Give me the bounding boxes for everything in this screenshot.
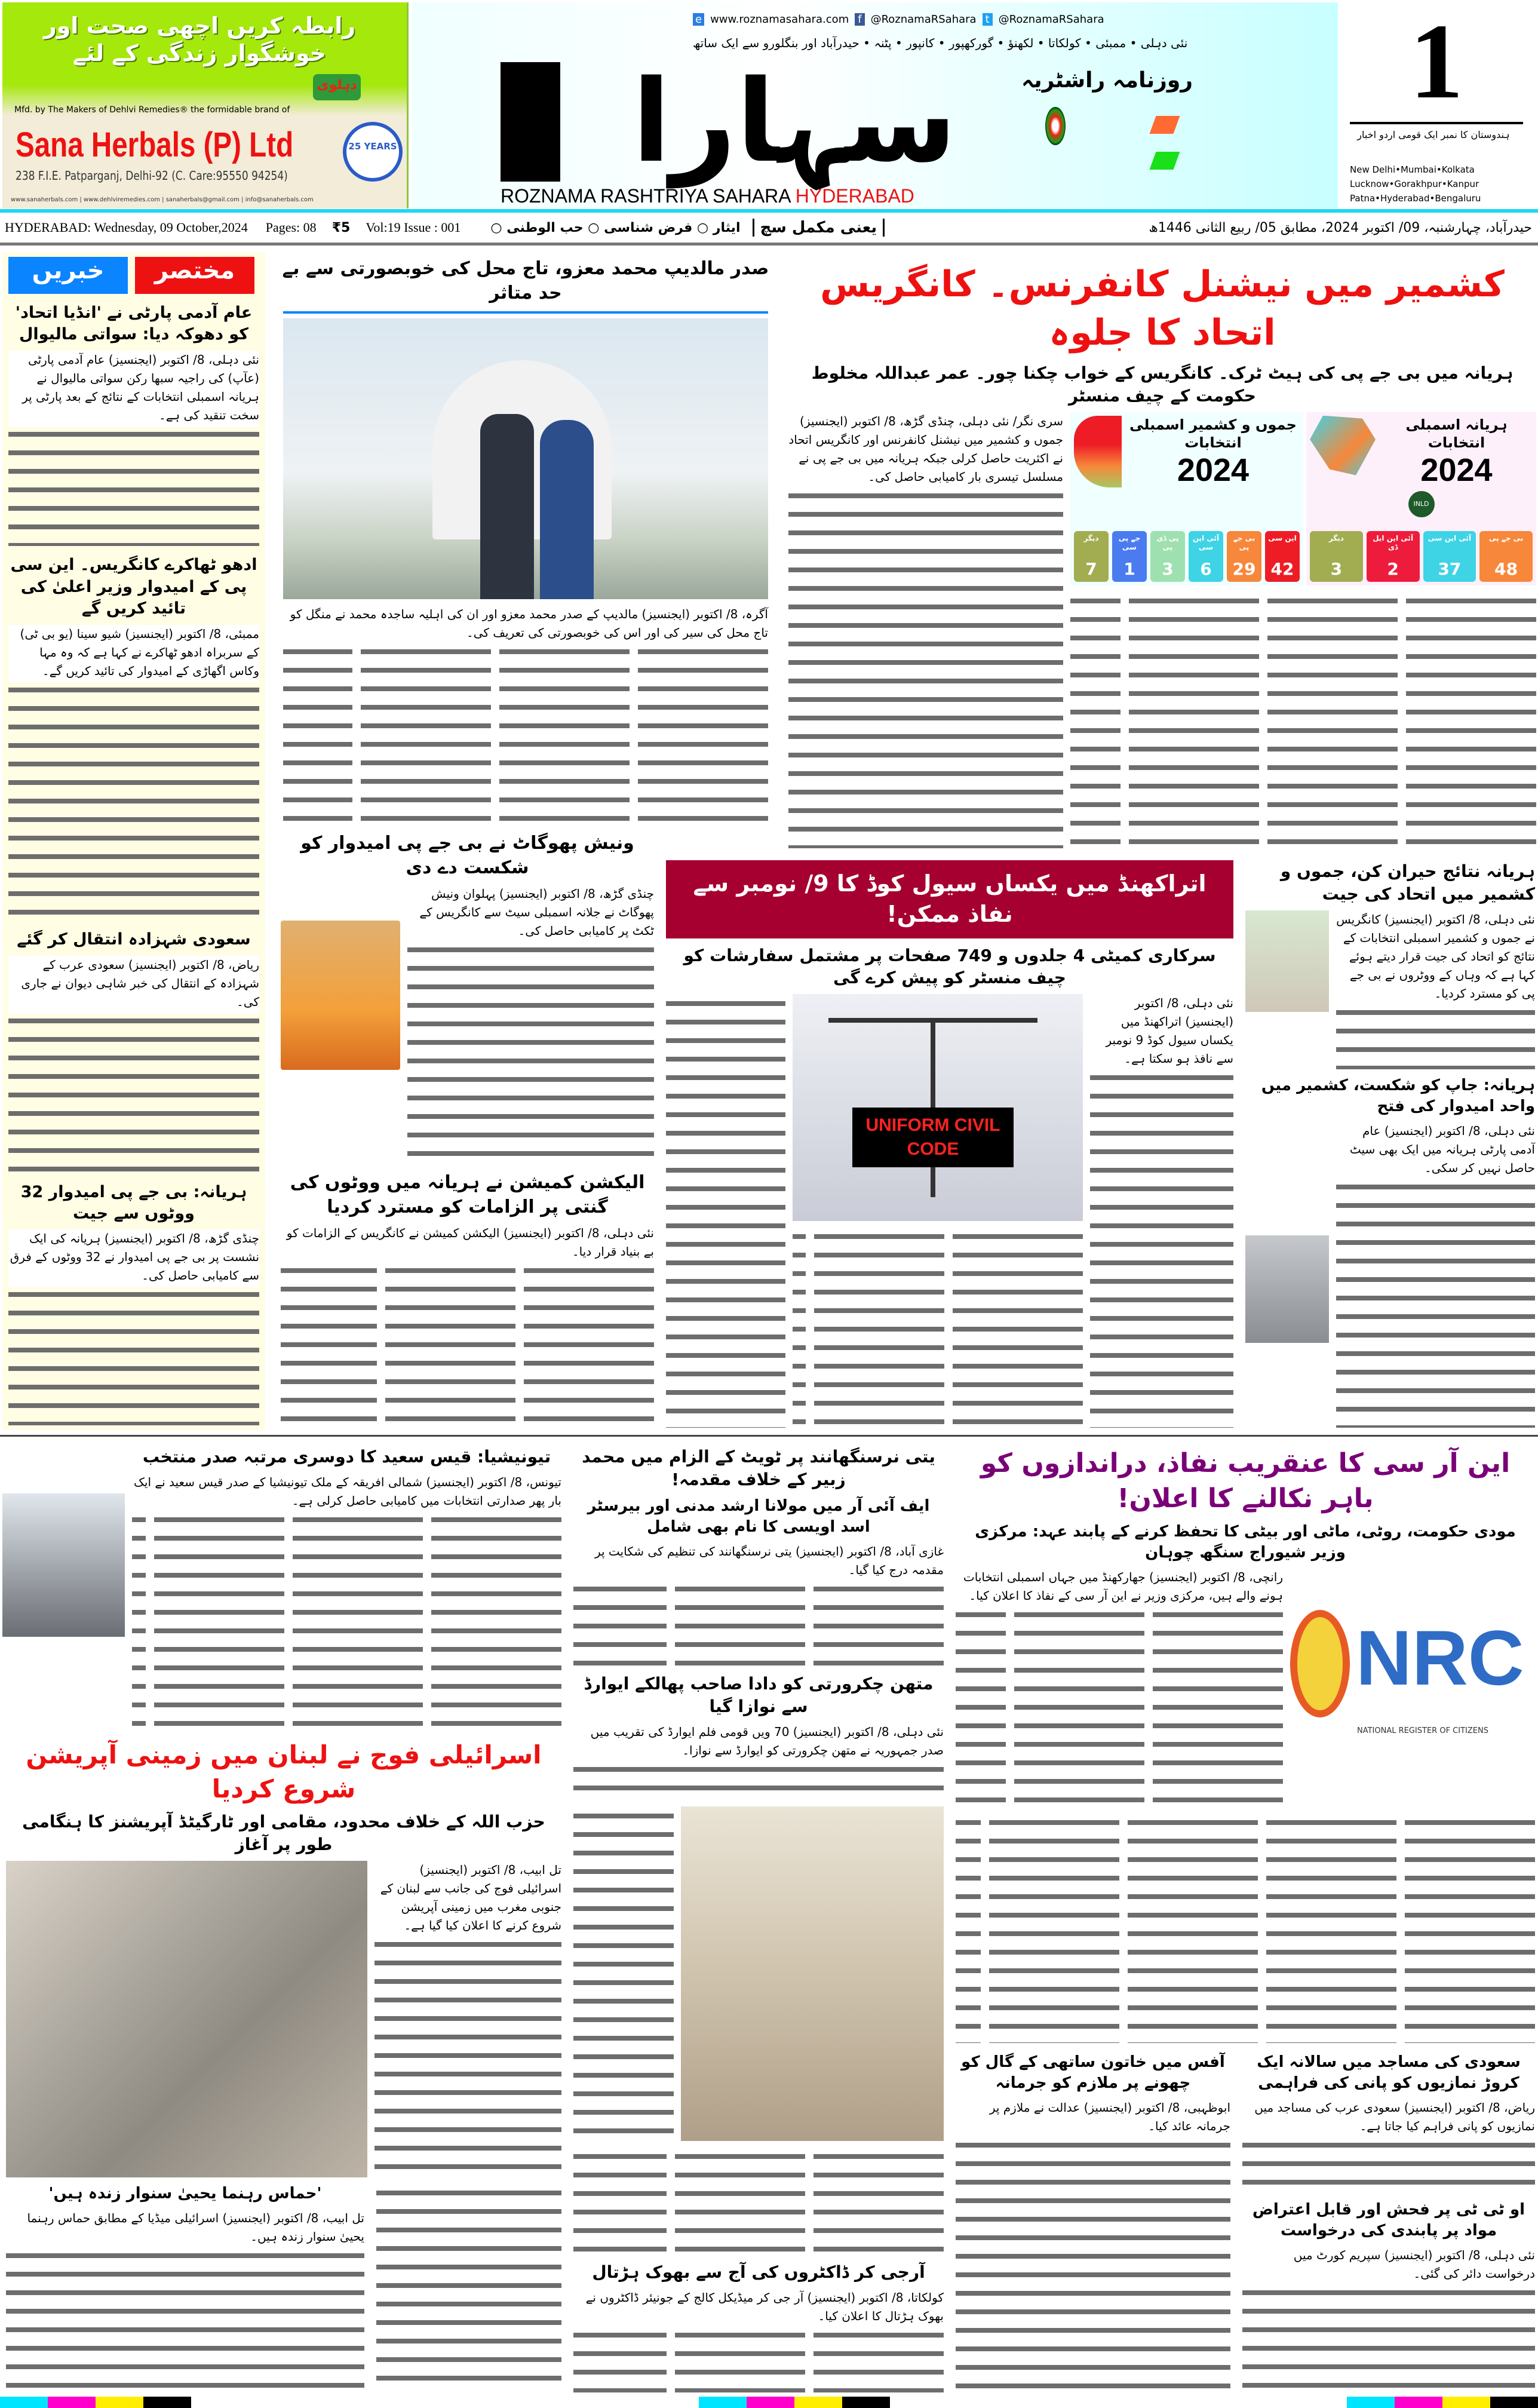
nrc-headline[interactable]: این آر سی کا عنقریب نفاذ، دراندازوں کو باہر نکالنے کا اعلان!	[980, 1448, 1511, 1514]
mithun-body-side	[573, 1806, 674, 2141]
mithun-body-text: نئی دہلی، 8/ اکتوبر (ایجنسیز) 70 ویں قومی فلم ایوارڈ کی تقریب میں صدر جمہوریہ نے متھن چکرورتی کو ایوارڈ سے نوازا۔	[573, 1723, 944, 1762]
kais-saied-photo	[2, 1493, 125, 1637]
slogan: یعنی مکمل سچ	[753, 219, 885, 237]
panel-tagline: ہندوستان کا نمبر ایک قومی اردو اخبار	[1357, 129, 1510, 140]
english-date: HYDERABAD: Wednesday, 09 October,2024	[5, 220, 248, 235]
sinwar-headline[interactable]: 'حماس رہنما یحییٰ سنوار زندہ ہیں'	[48, 2185, 322, 2203]
israel-body	[374, 1861, 561, 2177]
registration-black	[143, 2397, 191, 2408]
brief-title: ادھو ٹھاکرے کانگریس۔ این سی پی کے امیدوار وزیر اعلیٰ کی تائید کریں گے	[10, 556, 257, 618]
lebanon-rubble-photo	[6, 1861, 367, 2177]
office-body-text: ابوظہبی، 8/ اکتوبر (ایجنسیز) عدالت نے ملازم پر جرمانہ عائد کیا۔	[956, 2099, 1230, 2138]
ucc-headline[interactable]: اتراکھنڈ میں یکساں سیول کوڈ کا 9/ نومبر سے نفاذ ممکن!	[666, 860, 1233, 938]
office-story	[956, 2052, 1230, 2392]
registration-magenta	[747, 2397, 794, 2408]
masthead-pretitle: روزنامہ راشٹریہ	[1021, 68, 1193, 93]
nrc-story	[956, 1446, 1535, 2043]
nrc-logo	[1290, 1592, 1535, 1771]
leader-photo	[1245, 910, 1329, 1012]
flag-green	[1150, 152, 1180, 170]
party-name: دیگر	[1328, 533, 1344, 542]
brief-title: سعودی شہزادہ انتقال کر گئے	[17, 930, 251, 949]
haryana-results-body	[1336, 910, 1535, 1069]
registration-cyan	[0, 2397, 48, 2408]
english-name: ROZNAMA RASHTRIYA SAHARA	[501, 185, 790, 207]
jjp-body	[1336, 1122, 1535, 1428]
mithun-body-bottom	[573, 2147, 944, 2255]
mithun-story	[573, 1673, 944, 2255]
party-name: پی ڈی پی	[1156, 533, 1179, 551]
haryana-results-headline[interactable]: ہریانہ نتائج حیران کن، جموں و کشمیر میں اتحاد کی جیت	[1280, 861, 1535, 904]
masthead	[412, 2, 1338, 208]
dehlvi-logo: دہلوی	[313, 74, 361, 100]
saudi-body	[1242, 2099, 1535, 2194]
twitter-icon: t	[983, 13, 993, 26]
party-name: بی جے پی	[1488, 533, 1524, 542]
seat-count: 48	[1494, 559, 1518, 579]
award-ceremony-photo	[681, 1806, 944, 2141]
sahara-logo: سہارا	[631, 56, 957, 188]
tunisia-story	[2, 1446, 561, 1726]
saudi-headline[interactable]: سعودی کی مساجد میں سالانہ ایک کروڑ نمازیوں کو پانی کی فراہمی	[1257, 2053, 1521, 2093]
office-headline[interactable]: آفس میں خاتون ساتھی کے گال کو چھونے پر ملازم کو جرمانہ	[961, 2053, 1225, 2093]
ad-address: 238 F.I.E. Patparganj, Delhi-92 (C. Care:95550 94254)	[16, 168, 288, 183]
israel-story	[6, 1738, 561, 2177]
party-name: آئی این سی	[1428, 533, 1472, 542]
facebook-handle[interactable]: @RoznamaRSahara	[870, 13, 977, 26]
seat-count: 37	[1438, 559, 1462, 579]
ucc-body-text: نئی دہلی، 8/ اکتوبر (ایجنسیز) اتراکھنڈ میں یکساں سیول کوڈ 9 نومبر سے نافذ ہو سکتا ہے۔	[1090, 994, 1233, 1070]
nrc-subheadline: مودی حکومت، روٹی، ماٹی اور بیٹی کا تحفظ کرنے کے پابند عہد: مرکزی وزیر شیوراج سنگھ چوہان	[975, 1522, 1516, 1562]
ucc-body-bottom	[793, 1227, 1083, 1428]
briefs-label-blue: خبریں	[8, 257, 128, 294]
seat-cell-haryana	[1479, 531, 1533, 582]
jk-results-infographic	[1070, 412, 1303, 585]
ec-headline[interactable]: الیکشن کمیشن نے ہریانہ میں ووٹوں کی گنتی پر الزامات کو مسترد کردیا	[290, 1172, 645, 1217]
israel-subheadline: حزب اللہ کے خلاف محدود، مقامی اور ٹارگیٹڈ آپریشنز کا ہنگامی طور پر آغاز	[22, 1812, 545, 1855]
seat-count: 2	[1387, 559, 1399, 579]
jjp-story	[1245, 1075, 1535, 1428]
maldives-body	[283, 605, 768, 824]
facebook-icon: f	[855, 13, 864, 26]
registration-yellow	[794, 2397, 842, 2408]
lead-body-left	[788, 412, 1063, 848]
seat-cell-jk	[1074, 531, 1109, 582]
registration-cyan	[699, 2397, 747, 2408]
registration-magenta	[48, 2397, 96, 2408]
panel-cities-3: Patna•Hyderabad•Bengaluru	[1350, 193, 1481, 204]
lead-subheadline: ہریانہ میں بی جے پی کی ہیٹ ٹرک۔ کانگریس کے خواب چکنا چور۔ عمر عبداللہ مخلوط حکومت کے چیف منسٹر	[811, 363, 1514, 406]
israel-body-text: تل ابیب، 8/ اکتوبر (ایجنسیز) اسرائیلی فوج کی جانب سے لبنان کے جنوبی مغرب میں زمینی آپریشن شروع کرنے کا اعلان کیا گیا ہے۔	[374, 1861, 561, 1937]
price: ₹5	[331, 220, 351, 235]
ad-links: www.sanaherbals.com | www.dehlviremedies.com | sanaherbals@gmail.com | info@sanaherbals.com	[11, 197, 314, 203]
haryana-results-text: نئی دہلی، 8/ اکتوبر (ایجنسیز) کانگریس نے جموں و کشمیر اسمبلی انتخابات کے نتائج کو اتحاد کی جیت قرار دیتے ہوئے کہا ہے کہ وہاں کے ووٹروں نے بی جے پی کو مسترد کردیا۔	[1336, 910, 1535, 1005]
brief-title: ہریانہ: بی جے پی امیدوار 32 ووٹوں سے جیت	[20, 1182, 247, 1223]
zubair-story	[573, 1446, 944, 1665]
ad-company: Sana Herbals (P) Ltd	[16, 125, 294, 164]
motto: ایثار ○ فرض شناسی ○ حب الوطنی ○	[490, 220, 741, 235]
brief-body: ریاض، 8/ اکتوبر (ایجنسیز) سعودی عرب کے شہزادہ کے انتقال کی خبر شاہی دیوان نے جاری کی۔	[8, 956, 259, 1014]
mithun-headline[interactable]: متھن چکرورتی کو دادا صاحب پھالکے ایوارڈ سے نوازا گیا	[584, 1674, 934, 1716]
haryana-year: 2024	[1420, 452, 1493, 488]
urdu-date: حیدرآباد، چہارشنبہ، 09/ اکتوبر 2024، مطابق 05/ ربیع الثانی 1446ھ	[1149, 220, 1532, 235]
vinesh-story	[281, 832, 654, 1164]
ucc-image-text: UNIFORM CIVIL CODE	[852, 1108, 1014, 1167]
panel-cities-1: New Delhi•Mumbai•Kolkata	[1350, 164, 1475, 175]
ec-body-text: نئی دہلی، 8/ اکتوبر (ایجنسیز) الیکشن کمیشن نے کانگریس کے الزامات کو بے بنیاد قرار دیا۔	[281, 1224, 654, 1263]
ucc-subheadline: سرکاری کمیٹی 4 جلدوں و 749 صفحات پر مشتمل سفارشات کو چیف منسٹر کو پیش کرے گی	[683, 945, 1216, 988]
brief-item[interactable]	[8, 554, 259, 921]
rgkar-headline[interactable]: آرجی کر ڈاکٹروں کی آج سے بھوک ہڑتال	[592, 2262, 925, 2282]
seat-cell-jk	[1189, 531, 1223, 582]
party-name: آئی این سی	[1192, 533, 1220, 551]
brief-item[interactable]	[8, 929, 259, 1173]
registration-cyan	[1347, 2397, 1395, 2408]
ott-story	[1242, 2200, 1535, 2392]
seat-cell-jk	[1227, 531, 1261, 582]
website-link[interactable]: www.roznamasahara.com	[710, 13, 849, 26]
registration-black	[1490, 2397, 1538, 2408]
seat-cell-jk	[1112, 531, 1147, 582]
lead-headline[interactable]: کشمیر میں نیشنل کانفرنس۔ کانگریس اتحاد کا جلوہ	[820, 263, 1505, 354]
page-count: Pages: 08	[265, 220, 317, 235]
sinwar-body	[6, 2209, 364, 2392]
haryana-results-story	[1245, 860, 1535, 1069]
brief-item[interactable]	[8, 302, 259, 546]
haryana-seat-cells	[1310, 531, 1533, 582]
seat-cell-jk	[1150, 531, 1185, 582]
nrc-logo-caption: NATIONAL REGISTER OF CITIZENS	[1357, 1726, 1488, 1735]
seat-cell-haryana	[1423, 531, 1476, 582]
volume-issue: Vol:19 Issue : 001	[366, 220, 461, 235]
ad-tagline: رابطہ کریں اچھی صحت اور خوشگوار زندگی کے لئے	[43, 13, 356, 66]
jk-title: جموں و کشمیر اسمبلی انتخابات	[1129, 416, 1297, 451]
section-divider	[0, 1435, 1538, 1437]
first-lady-figure	[540, 420, 594, 599]
rgkar-body-text: کولکاتا، 8/ اکتوبر (ایجنسیز) آر جی کر میڈیکل کالج کے جونیئر ڈاکٹروں نے بھوک ہڑتال کا اعلان کیا۔	[573, 2289, 944, 2328]
number-one-panel	[1338, 2, 1538, 208]
rgkar-story	[573, 2261, 944, 2392]
ucc-scales-image	[793, 994, 1083, 1221]
sana-herbals-ad[interactable]	[2, 2, 409, 208]
registration-yellow	[1442, 2397, 1490, 2408]
vinesh-headline[interactable]: ونیش پھوگاٹ نے بی جے پی امیدوار کو شکست دے دی	[300, 833, 634, 878]
seat-count: 6	[1200, 559, 1212, 579]
ott-body-text: نئی دہلی، 8/ اکتوبر (ایجنسیز) سپریم کورٹ میں درخواست دائر کی گئی۔	[1242, 2246, 1535, 2286]
seat-count: 42	[1270, 559, 1294, 579]
zubair-headline[interactable]: یتی نرسنگھانند پر ٹویٹ کے الزام میں محمد زبیر کے خلاف مقدمہ!	[582, 1447, 935, 1489]
sun-emblem-icon	[1045, 107, 1066, 145]
rgkar-body	[573, 2289, 944, 2392]
seat-count: 29	[1232, 559, 1256, 579]
nrc-logo-text: NRC	[1356, 1613, 1524, 1701]
maldives-body-text: آگرہ، 8/ اکتوبر (ایجنسیز) مالدیپ کے صدر محمد معزو اور ان کی اہلیہ ساجدہ محمد نے منگل کو تاج محل کی سیر کی اور اس کی خوبصورتی کی تعریف کی۔	[283, 605, 768, 645]
party-name: جے پی سی	[1118, 533, 1141, 551]
zubair-body-text: غازی آباد، 8/ اکتوبر (ایجنسیز) یتی نرسنگھانند کی تنظیم کی شکایت پر مقدمہ درج کیا گیا۔	[573, 1542, 944, 1582]
haryana-map	[1310, 416, 1376, 476]
lead-story	[788, 260, 1536, 848]
party-name: دیگر	[1083, 533, 1099, 542]
nrc-body-lower	[956, 1813, 1535, 2043]
lead-body-text: سری نگر/ نئی دہلی، چنڈی گڑھ، 8/ اکتوبر (ایجنسیز) جموں و کشمیر میں نیشنل کانفرنس اور کانگریس اتحاد نے اکثریت حاصل کرلی جبکہ ہریانہ میں بی جے پی نے مسلسل تیسری بار کامیابی حاصل کی۔	[788, 412, 1063, 489]
jk-year: 2024	[1177, 452, 1250, 488]
brief-body: نئی دہلی، 8/ اکتوبر (ایجنسیز) عام آدمی پارٹی (عآپ) کی راجیہ سبھا رکن سواتی مالیوال نے ہریانہ اسمبلی انتخابات کے نتائج کے بعد پارٹی پر سخت تنقید کی ہے۔	[8, 351, 259, 427]
seat-count: 1	[1123, 559, 1135, 579]
briefs-column	[2, 252, 265, 1430]
flag-saffron	[1150, 116, 1180, 134]
president-figure	[480, 414, 534, 599]
ad-mfd: Mfd. by The Makers of Dehlvi Remedies® the formidable brand of	[14, 105, 290, 115]
haryana-title: ہریانہ اسمبلی انتخابات	[1405, 416, 1508, 451]
registration-magenta	[1395, 2397, 1442, 2408]
vinesh-photo	[281, 921, 400, 1070]
globe-icon: e	[693, 13, 704, 26]
tunisia-body-text: تیونس، 8/ اکتوبر (ایجنسیز) شمالی افریقہ کے ملک تیونیشیا کے صدر قیس سعید نے ایک بار پھر صدارتی انتخابات میں کامیابی حاصل کرلی ہے۔	[132, 1473, 561, 1513]
jjp-body-text: نئی دہلی، 8/ اکتوبر (ایجنسیز) عام آدمی پارٹی ہریانہ میں ایک بھی سیٹ حاصل نہیں کر سکی۔	[1336, 1122, 1535, 1180]
brief-title: عام آدمی پارٹی نے 'انڈیا اتحاد' کو دھوکہ دیا: سواتی مالیوال	[15, 303, 253, 344]
sinwar-body-text: تل ابیب، 8/ اکتوبر (ایجنسیز) اسرائیلی میڈیا کے مطابق حماس رہنما یحییٰ سنوار زندہ ہیں۔	[6, 2209, 364, 2249]
saudi-body-text: ریاض، 8/ اکتوبر (ایجنسیز) سعودی عرب کی مساجد میں نمازیوں کو پانی فراہم کیا جاتا ہے۔	[1242, 2099, 1535, 2138]
divider	[1350, 122, 1523, 124]
jk-map	[1074, 416, 1122, 487]
25-years-badge: 25 YEARS	[343, 122, 403, 182]
number-one: 1	[1410, 2, 1463, 121]
seat-cell-jk	[1265, 531, 1300, 582]
office-body	[956, 2099, 1230, 2392]
lead-infographic-column	[1070, 412, 1536, 848]
seat-cell-haryana	[1310, 531, 1363, 582]
saudi-story	[1242, 2052, 1535, 2194]
seat-count: 3	[1330, 559, 1343, 579]
editions-line: نئی دہلی • ممبئی • کولکاتا • لکھنؤ • گورکھپور • کانپور • پٹنہ • حیدرآباد اور بنگلورو سے ایک ساتھ	[693, 36, 1188, 50]
brief-item[interactable]	[8, 1182, 259, 1425]
seat-count: 7	[1085, 559, 1097, 579]
maldives-story	[281, 257, 770, 824]
ec-story	[281, 1171, 654, 1428]
zubair-body	[573, 1542, 944, 1665]
vinesh-body-text: چنڈی گڑھ، 8/ اکتوبر (ایجنسیز) پہلوان ونیش پھوگاٹ نے جلانہ اسمبلی سیٹ سے کانگریس کے ٹکٹ پر کامیابی حاصل کی۔	[407, 885, 654, 943]
edition-city: HYDERABAD	[795, 185, 914, 207]
maldives-headline[interactable]: صدر مالدیپ محمد معزو، تاج محل کی خوبصورتی سے بے حد متاثر	[282, 258, 769, 303]
seat-cell-haryana	[1367, 531, 1420, 582]
dateline-bar	[0, 213, 1538, 243]
sinwar-story	[6, 2183, 364, 2392]
jjp-headline[interactable]: ہریانہ: جاپ کو شکست، کشمیر میں واحد امیدوار کی فتح	[1261, 1076, 1535, 1116]
mithun-body	[573, 1723, 944, 1800]
lead-body-bottom	[1070, 591, 1536, 848]
ott-headline[interactable]: او ٹی ٹی پر فحش اور قابل اعتراض مواد پر پابندی کی درخواست	[1252, 2201, 1525, 2240]
inld-logo: INLD	[1408, 491, 1435, 517]
registration-yellow	[96, 2397, 143, 2408]
party-name: بی جے پی	[1233, 533, 1255, 551]
israel-headline[interactable]: اسرائیلی فوج نے لبنان میں زمینی آپریشن شروع کردیا	[26, 1740, 542, 1803]
jk-seat-cells	[1074, 531, 1300, 582]
israel-body-cont	[376, 2183, 561, 2389]
ec-body	[281, 1224, 654, 1428]
kejriwal-photo	[1245, 1235, 1329, 1343]
vinesh-body	[407, 885, 654, 1164]
ucc-body-left	[666, 994, 785, 1428]
tunisia-body	[132, 1473, 561, 1726]
ucc-body-right	[1090, 994, 1233, 1428]
zubair-subheadline: ایف آئی آر میں مولانا ارشد مدنی اور بیرسٹر اسد اویسی کا نام بھی شامل	[587, 1496, 930, 1536]
registration-black	[842, 2397, 890, 2408]
party-name: آئی این ایل ڈی	[1373, 533, 1414, 551]
brief-body: چنڈی گڑھ، 8/ اکتوبر (ایجنسیز) ہریانہ کی ایک نشست پر بی جے پی امیدوار نے 32 ووٹوں کے فرق سے کامیابی حاصل کی۔	[8, 1229, 259, 1287]
blue-rule	[283, 311, 768, 314]
panel-cities-2: Lucknow•Gorakhpur•Kanpur	[1350, 179, 1479, 189]
taj-mahal-photo	[283, 318, 768, 599]
nrc-body-text: رانچی، 8/ اکتوبر (ایجنسیز) جھارکھنڈ میں جہاں اسمبلی انتخابات ہونے والے ہیں، مرکزی وزیر نے این آر سی کے نفاذ کا اعلان کیا۔	[956, 1568, 1283, 1608]
ucc-story	[666, 860, 1233, 1428]
party-name: این سی	[1268, 533, 1297, 542]
ott-body	[1242, 2246, 1535, 2392]
briefs-label-red: مختصر	[135, 257, 254, 294]
nrc-emblem-icon	[1290, 1610, 1350, 1717]
masthead-english	[501, 185, 914, 207]
logo-stroke	[501, 62, 560, 182]
dateline-rule	[0, 243, 1538, 246]
nrc-body	[956, 1568, 1283, 1807]
haryana-results-infographic	[1306, 412, 1536, 585]
brief-body: ممبئی، 8/ اکتوبر (ایجنسیز) شیو سینا (یو بی ٹی) کے سربراہ ادھو ٹھاکرے نے کہا ہے کہ وہ مہا وکاس اگھاڑی کے امیدوار کی تائید کریں گے۔	[8, 625, 259, 683]
tunisia-headline[interactable]: تیونیشیا: قیس سعید کا دوسری مرتبہ صدر منتخب	[142, 1447, 551, 1467]
seat-count: 3	[1162, 559, 1174, 579]
twitter-handle[interactable]: @RoznamaRSahara	[998, 13, 1104, 26]
